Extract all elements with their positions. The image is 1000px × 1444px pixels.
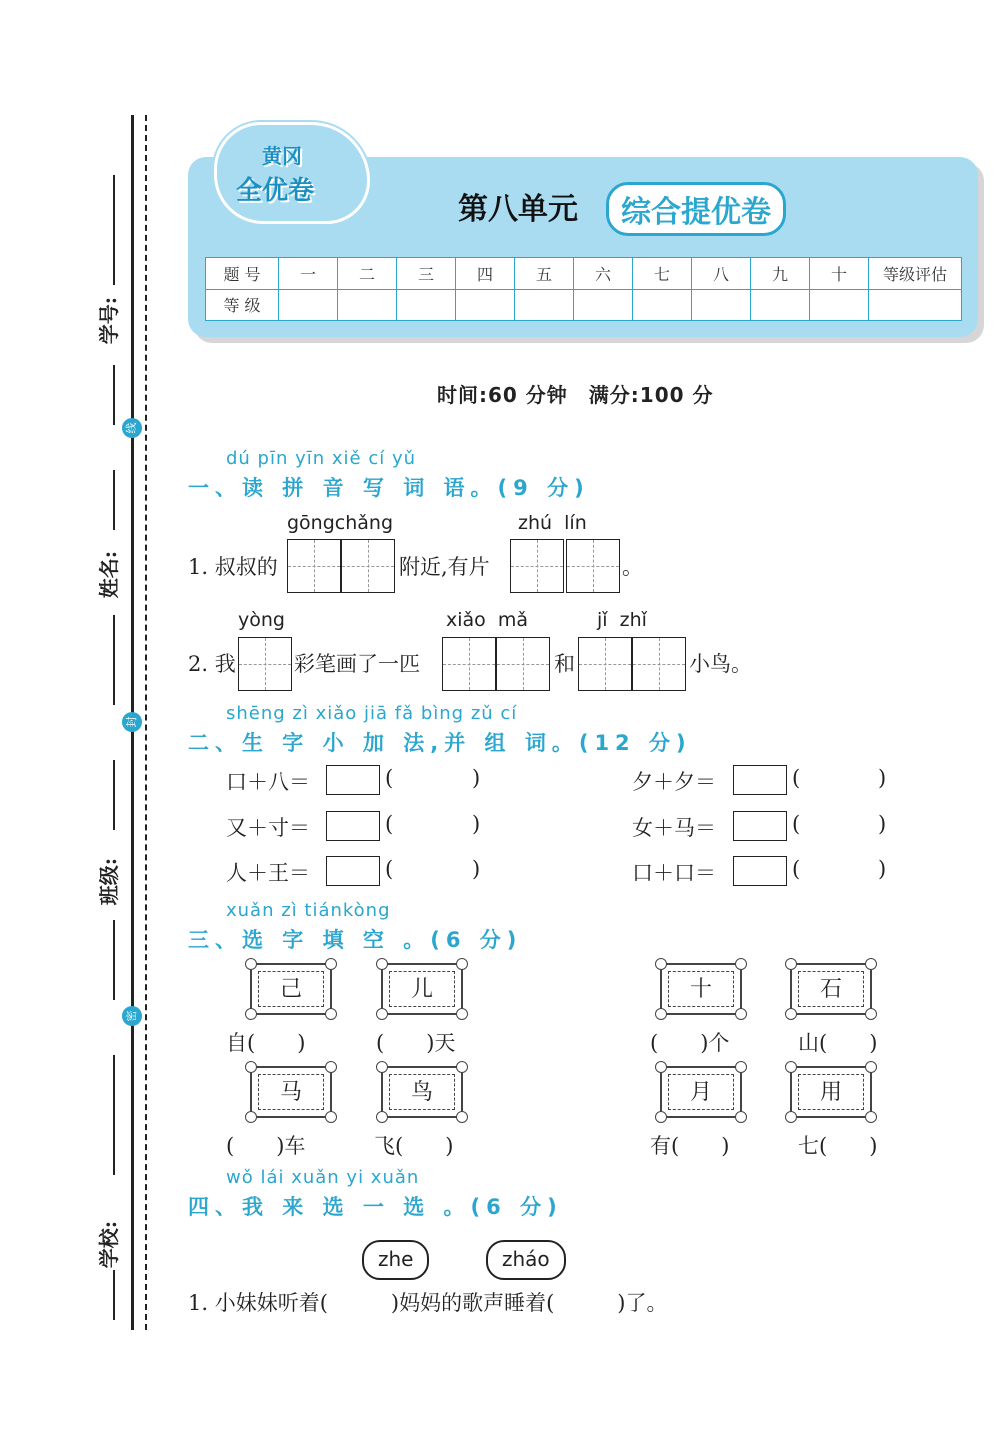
xingming-blank-lower[interactable] — [113, 615, 115, 705]
grade-cell[interactable] — [810, 289, 869, 321]
paren-close: ) — [472, 812, 481, 836]
q2-and: 和 — [554, 652, 575, 676]
char-frame — [790, 963, 872, 1015]
score-row-label: 题 号 — [206, 258, 279, 290]
addition-right-3: 口＋口＝ — [632, 861, 716, 885]
paren-close: ) — [472, 766, 481, 790]
frame-knob — [655, 1111, 667, 1123]
writing-box[interactable] — [510, 539, 564, 593]
score-col: 三 — [397, 258, 456, 290]
char-option: 石 — [798, 971, 864, 1007]
frame-knob — [735, 1061, 747, 1073]
q1-end: 。 — [622, 555, 643, 579]
grade-cell[interactable] — [456, 289, 515, 321]
option-bubble-zhao: zháo — [486, 1240, 566, 1280]
section2-title: 二、生 字 小 加 法,并 组 词。(12 分) — [188, 731, 692, 755]
score-col: 一 — [279, 258, 338, 290]
q2-start: 2. 我 — [188, 652, 236, 676]
grade-cell[interactable] — [633, 289, 692, 321]
frame-knob — [456, 1008, 468, 1020]
frame-knob — [376, 958, 388, 970]
fill-blank[interactable]: 七( ) — [798, 1134, 878, 1158]
score-row-label: 等 级 — [206, 289, 279, 321]
xingming-label: 姓名: — [97, 550, 122, 599]
frame-knob — [735, 958, 747, 970]
frame-knob — [865, 958, 877, 970]
section1-pinyin: dú pīn yīn xiě cí yǔ — [226, 448, 417, 469]
fill-blank[interactable]: ( )车 — [226, 1134, 306, 1158]
frame-knob — [325, 1008, 337, 1020]
char-frame — [790, 1066, 872, 1118]
fill-blank[interactable]: 飞( ) — [374, 1134, 454, 1158]
paren-close: ) — [878, 766, 887, 790]
grade-cell[interactable] — [692, 289, 751, 321]
section1-title: 一、读 拼 音 写 词 语。(9 分) — [188, 476, 590, 500]
addition-right-1: 夕＋夕＝ — [632, 770, 716, 794]
score-grade-row — [206, 289, 962, 321]
q1-start: 1. 叔叔的 — [188, 555, 278, 579]
xuehao-blank-lower[interactable] — [113, 365, 115, 425]
frame-knob — [655, 1061, 667, 1073]
addition-left-3: 人＋王＝ — [226, 861, 310, 885]
grade-cell[interactable] — [279, 289, 338, 321]
grade-cell[interactable] — [397, 289, 456, 321]
frame-knob — [785, 958, 797, 970]
grade-cell[interactable] — [574, 289, 633, 321]
writing-box[interactable] — [578, 637, 632, 691]
score-col: 七 — [633, 258, 692, 290]
answer-box[interactable] — [326, 765, 380, 795]
paren-open: ( — [385, 857, 394, 881]
score-col: 五 — [515, 258, 574, 290]
frame-knob — [865, 1061, 877, 1073]
xuexiao-blank[interactable] — [113, 1055, 115, 1175]
section4-pinyin: wǒ lái xuǎn yi xuǎn — [226, 1167, 420, 1188]
char-option: 马 — [258, 1074, 324, 1110]
writing-box[interactable] — [442, 637, 496, 691]
addition-left-1: 口＋八＝ — [226, 770, 310, 794]
answer-box[interactable] — [326, 856, 380, 886]
answer-box[interactable] — [733, 856, 787, 886]
q2-pinyin-c: jǐ zhǐ — [597, 609, 647, 631]
grade-cell[interactable] — [515, 289, 574, 321]
writing-box[interactable] — [341, 539, 395, 593]
frame-knob — [735, 1008, 747, 1020]
answer-box[interactable] — [733, 811, 787, 841]
fill-blank[interactable]: 山( ) — [798, 1031, 878, 1055]
frame-knob — [245, 958, 257, 970]
section3-title: 三、选 字 填 空 。(6 分) — [188, 928, 523, 952]
fill-blank[interactable]: 自( ) — [226, 1031, 306, 1055]
binding-line-dashed — [145, 115, 147, 1330]
fill-blank[interactable]: ( )个 — [650, 1031, 730, 1055]
char-option: 鸟 — [389, 1074, 455, 1110]
option-bubble-zhe: zhe — [362, 1240, 429, 1280]
frame-knob — [655, 1008, 667, 1020]
addition-left-2: 又＋寸＝ — [226, 816, 310, 840]
char-frame — [250, 1066, 332, 1118]
frame-knob — [325, 958, 337, 970]
score-col: 等级评估 — [869, 258, 962, 290]
frame-knob — [376, 1061, 388, 1073]
writing-box[interactable] — [287, 539, 341, 593]
writing-box[interactable] — [566, 539, 620, 593]
frame-knob — [456, 1061, 468, 1073]
paren-open: ( — [792, 766, 801, 790]
seal-xian: 线 — [122, 418, 142, 438]
answer-box[interactable] — [326, 811, 380, 841]
score-table — [205, 257, 962, 321]
logo-line1: 黄冈 — [262, 144, 302, 168]
banji-blank[interactable] — [113, 760, 115, 830]
writing-box[interactable] — [238, 637, 292, 691]
char-option: 己 — [258, 971, 324, 1007]
char-frame — [250, 963, 332, 1015]
q2-end: 小鸟。 — [689, 652, 752, 676]
writing-box[interactable] — [496, 637, 550, 691]
frame-knob — [865, 1008, 877, 1020]
q1-mid: 附近,有片 — [399, 555, 490, 579]
paren-open: ( — [792, 857, 801, 881]
q2-mid: 彩笔画了一匹 — [294, 652, 420, 676]
section4-q1[interactable]: 1. 小妹妹听着( )妈妈的歌声睡着( )了。 — [188, 1291, 668, 1315]
score-col: 九 — [751, 258, 810, 290]
paren-close: ) — [878, 812, 887, 836]
char-option: 月 — [668, 1074, 734, 1110]
xuehao-blank[interactable] — [113, 175, 115, 285]
char-frame — [660, 1066, 742, 1118]
xuexiao-blank-lower[interactable] — [113, 1270, 115, 1320]
char-option: 十 — [668, 971, 734, 1007]
char-option: 儿 — [389, 971, 455, 1007]
seal-mi: 密 — [122, 1006, 142, 1026]
char-option: 用 — [798, 1074, 864, 1110]
xuexiao-label: 学校: — [97, 1220, 122, 1269]
grade-cell[interactable] — [869, 289, 962, 321]
frame-knob — [325, 1061, 337, 1073]
binding-margin — [0, 0, 160, 1444]
score-header-row — [206, 258, 962, 290]
frame-knob — [456, 958, 468, 970]
paren-close: ) — [878, 857, 887, 881]
grade-cell[interactable] — [338, 289, 397, 321]
frame-knob — [785, 1111, 797, 1123]
page-title: 第八单元 — [458, 192, 578, 227]
char-frame — [381, 963, 463, 1015]
section2-pinyin: shēng zì xiǎo jiā fǎ bìng zǔ cí — [226, 703, 518, 724]
frame-knob — [245, 1061, 257, 1073]
paren-open: ( — [385, 766, 394, 790]
frame-knob — [376, 1008, 388, 1020]
score-col: 八 — [692, 258, 751, 290]
q1-pinyin-b: zhú lín — [518, 512, 587, 534]
paren-open: ( — [385, 812, 394, 836]
frame-knob — [376, 1111, 388, 1123]
paren-open: ( — [792, 812, 801, 836]
fill-blank[interactable]: ( )天 — [376, 1031, 456, 1055]
score-col: 十 — [810, 258, 869, 290]
frame-knob — [245, 1008, 257, 1020]
frame-knob — [785, 1061, 797, 1073]
xuehao-label: 学号: — [97, 296, 122, 345]
paren-close: ) — [472, 857, 481, 881]
page-subtitle: 综合提优卷 — [606, 182, 786, 236]
time-and-score: 时间:60 分钟 满分:100 分 — [437, 383, 714, 407]
score-col: 二 — [338, 258, 397, 290]
banji-label: 班级: — [97, 857, 122, 906]
answer-box[interactable] — [733, 765, 787, 795]
frame-knob — [735, 1111, 747, 1123]
q2-pinyin-a: yòng — [238, 609, 285, 631]
frame-knob — [865, 1111, 877, 1123]
banji-blank-lower[interactable] — [113, 920, 115, 1000]
logo-line2: 全优卷 — [236, 176, 315, 206]
section4-title: 四、我 来 选 一 选 。(6 分) — [188, 1195, 563, 1219]
fill-blank[interactable]: 有( ) — [650, 1134, 730, 1158]
char-frame — [660, 963, 742, 1015]
score-col: 四 — [456, 258, 515, 290]
char-frame — [381, 1066, 463, 1118]
q2-pinyin-b: xiǎo mǎ — [446, 609, 529, 631]
q1-pinyin-a: gōngchǎng — [287, 512, 394, 534]
addition-right-2: 女＋马＝ — [632, 816, 716, 840]
grade-cell[interactable] — [751, 289, 810, 321]
seal-feng: 封 — [122, 712, 142, 732]
frame-knob — [785, 1008, 797, 1020]
section3-pinyin: xuǎn zì tiánkòng — [226, 900, 391, 921]
score-col: 六 — [574, 258, 633, 290]
frame-knob — [245, 1111, 257, 1123]
xingming-blank[interactable] — [113, 470, 115, 530]
frame-knob — [325, 1111, 337, 1123]
writing-box[interactable] — [632, 637, 686, 691]
frame-knob — [655, 958, 667, 970]
frame-knob — [456, 1111, 468, 1123]
